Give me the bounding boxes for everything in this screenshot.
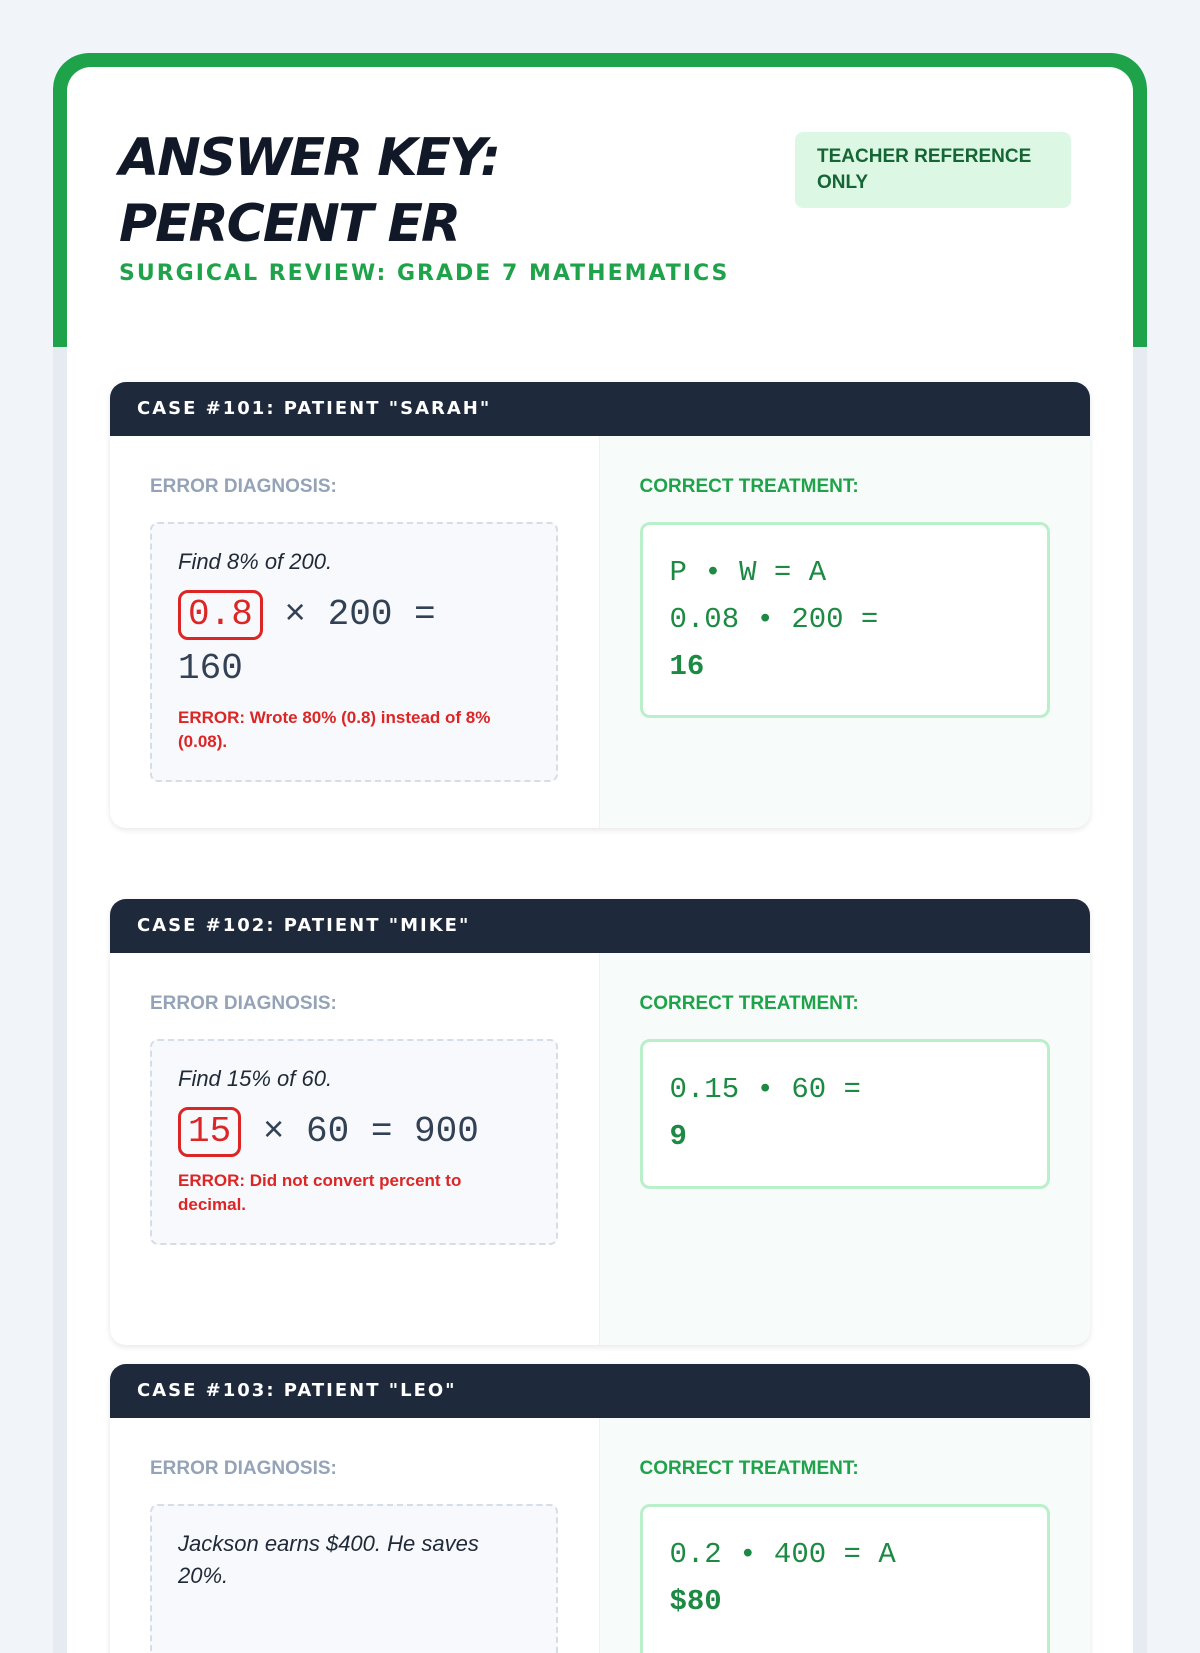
student-work-box: [150, 522, 558, 782]
error-diagnosis-label: ERROR DIAGNOSIS:: [150, 1458, 337, 1479]
error-diagnosis-column: [110, 1418, 599, 1653]
work-result: 160: [178, 648, 243, 689]
error-note: ERROR: Did not convert percent to decimal.: [178, 1171, 462, 1214]
correct-treatment-label: CORRECT TREATMENT:: [639, 1458, 859, 1479]
treatment-box: [640, 522, 1050, 718]
correct-treatment-column: [599, 953, 1091, 1345]
work-text: × 60 = 900: [241, 1111, 479, 1152]
correct-treatment-column: [599, 436, 1091, 828]
answer-key-sheet: [53, 53, 1147, 1653]
treatment-box: [640, 1039, 1050, 1189]
case-title: CASE #103: PATIENT "LEO": [110, 1364, 1090, 1418]
case-title: CASE #101: PATIENT "SARAH": [110, 382, 1090, 436]
error-highlight: 0.8: [178, 590, 263, 640]
page-subtitle: SURGICAL REVIEW: GRADE 7 MATHEMATICS: [119, 261, 730, 286]
student-work-box: [150, 1039, 558, 1245]
treatment-line: 0.08 • 200 =: [669, 603, 879, 636]
error-diagnosis-column: [110, 953, 599, 1345]
correct-treatment-label: CORRECT TREATMENT:: [639, 476, 859, 497]
work-text: × 200 =: [262, 594, 436, 635]
teacher-reference-badge: TEACHER REFERENCE ONLY: [795, 132, 1071, 208]
treatment-answer: $80: [669, 1585, 722, 1618]
error-highlight: 15: [178, 1107, 241, 1157]
problem-prompt: Jackson earns $400. He saves 20%.: [178, 1531, 479, 1588]
error-diagnosis-column: [110, 436, 599, 828]
case-card-102: [110, 899, 1090, 1345]
page-title: ANSWER KEY: PERCENT ER: [119, 128, 499, 254]
correct-treatment-column: [599, 1418, 1091, 1653]
problem-prompt: Find 15% of 60.: [178, 1066, 333, 1091]
treatment-box: [640, 1504, 1050, 1653]
treatment-line: 0.15 • 60 =: [669, 1073, 861, 1106]
treatment-line: P • W = A: [669, 556, 827, 589]
student-work: [178, 588, 530, 696]
error-note: ERROR: Wrote 80% (0.8) instead of 8% (0.08).: [178, 708, 491, 751]
treatment-line: 0.2 • 400 = A: [669, 1538, 896, 1571]
case-title: CASE #102: PATIENT "MIKE": [110, 899, 1090, 953]
error-diagnosis-label: ERROR DIAGNOSIS:: [150, 476, 337, 497]
header: [67, 67, 1133, 367]
treatment-answer: 9: [669, 1120, 687, 1153]
student-work-box: [150, 1504, 558, 1653]
student-work: [178, 1105, 530, 1159]
error-diagnosis-label: ERROR DIAGNOSIS:: [150, 993, 337, 1014]
case-card-103: [110, 1364, 1090, 1653]
case-card-101: [110, 382, 1090, 828]
correct-treatment-label: CORRECT TREATMENT:: [639, 993, 859, 1014]
problem-prompt: Find 8% of 200.: [178, 549, 333, 574]
treatment-answer: 16: [669, 650, 705, 683]
